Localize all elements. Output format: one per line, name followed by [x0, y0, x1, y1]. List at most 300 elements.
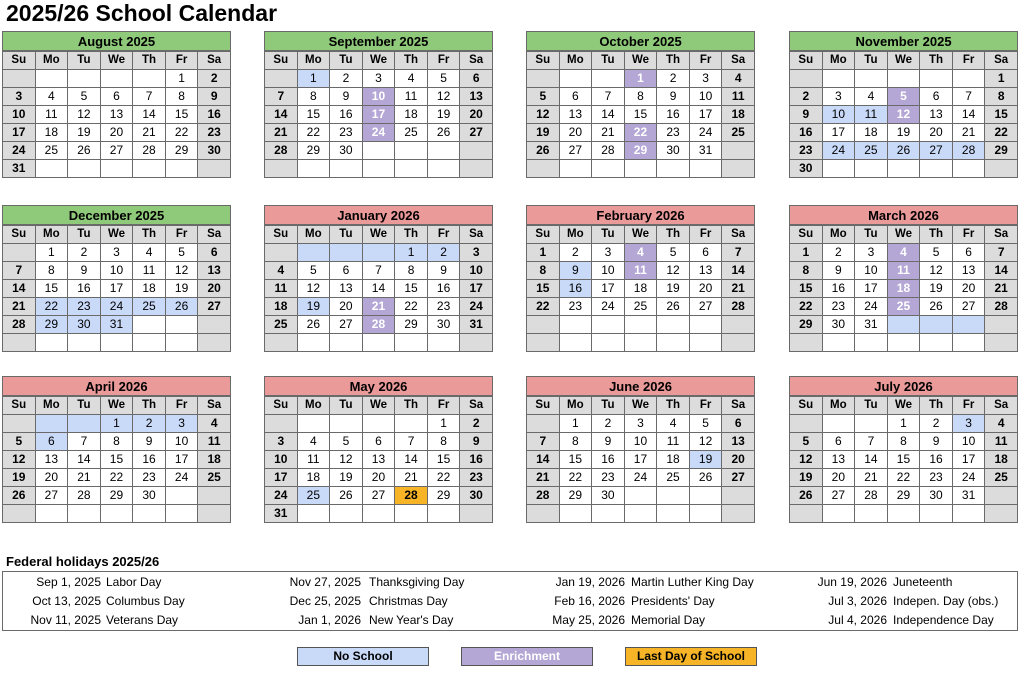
day-cell: 2: [920, 415, 953, 433]
weekday-label: Th: [920, 52, 953, 70]
day-cell: 27: [198, 298, 231, 316]
weekday-label: Sa: [722, 226, 755, 244]
day-cell: 22: [985, 124, 1018, 142]
day-cell: 31: [100, 316, 133, 334]
weekday-label: Su: [790, 397, 823, 415]
day-cell: 29: [985, 142, 1018, 160]
month-title: April 2026: [2, 376, 231, 396]
day-cell: 23: [592, 469, 625, 487]
day-cell: 7: [395, 433, 428, 451]
weekday-label: Sa: [460, 397, 493, 415]
day-cell: 25: [297, 487, 330, 505]
month-title: March 2026: [789, 205, 1018, 225]
day-cell: 29: [100, 487, 133, 505]
empty-cell: [427, 334, 460, 352]
weekday-label: Th: [657, 397, 690, 415]
day-cell: 25: [133, 298, 166, 316]
weekday-label: Fr: [952, 397, 985, 415]
day-cell: 14: [362, 280, 395, 298]
empty-cell: [3, 334, 36, 352]
day-cell: 8: [559, 433, 592, 451]
day-cell: 24: [592, 298, 625, 316]
empty-cell: [3, 505, 36, 523]
day-cell: 28: [855, 487, 888, 505]
day-cell: 3: [855, 244, 888, 262]
empty-cell: [427, 505, 460, 523]
day-cell: 1: [297, 70, 330, 88]
month-title: June 2026: [526, 376, 755, 396]
day-cell: 27: [100, 142, 133, 160]
holiday-row: [3, 573, 1017, 592]
weekday-label: Fr: [427, 52, 460, 70]
day-cell: 2: [790, 88, 823, 106]
day-cell: 10: [165, 433, 198, 451]
day-cell: 2: [68, 244, 101, 262]
day-cell: 9: [330, 88, 363, 106]
day-cell: 18: [722, 106, 755, 124]
day-cell: 11: [722, 88, 755, 106]
day-cell: 2: [198, 70, 231, 88]
weekday-label: Sa: [985, 226, 1018, 244]
weekday-label: Tu: [592, 397, 625, 415]
empty-cell: [722, 334, 755, 352]
day-cell: 2: [559, 244, 592, 262]
day-cell: 13: [362, 451, 395, 469]
empty-cell: [460, 334, 493, 352]
day-cell: 19: [657, 280, 690, 298]
day-cell: 24: [362, 124, 395, 142]
day-cell: 6: [198, 244, 231, 262]
empty-cell: [657, 160, 690, 178]
day-cell: 23: [790, 142, 823, 160]
holiday-date: Feb 16, 2026: [554, 594, 625, 608]
month-title: November 2025: [789, 31, 1018, 51]
day-cell: 17: [3, 124, 36, 142]
day-cell: 14: [985, 262, 1018, 280]
weekday-label: Mo: [35, 226, 68, 244]
weekday-label: Mo: [559, 226, 592, 244]
weekday-label: Tu: [68, 226, 101, 244]
empty-cell: [133, 334, 166, 352]
day-cell: 15: [624, 106, 657, 124]
day-cell: 23: [198, 124, 231, 142]
day-cell: 22: [297, 124, 330, 142]
day-cell: 13: [330, 280, 363, 298]
empty-cell: [822, 70, 855, 88]
empty-cell: [592, 70, 625, 88]
day-cell: 3: [362, 70, 395, 88]
day-cell: 30: [198, 142, 231, 160]
day-cell: 13: [460, 88, 493, 106]
day-cell: 6: [559, 88, 592, 106]
day-cell: 4: [198, 415, 231, 433]
day-cell: 11: [297, 451, 330, 469]
day-cell: 13: [722, 433, 755, 451]
holiday-name: Juneteenth: [893, 575, 953, 589]
empty-cell: [68, 334, 101, 352]
day-cell: 18: [198, 451, 231, 469]
weekday-label: We: [624, 397, 657, 415]
empty-cell: [35, 160, 68, 178]
day-cell: 28: [133, 142, 166, 160]
weekday-label: Su: [527, 52, 560, 70]
day-cell: 7: [722, 244, 755, 262]
month-title: October 2025: [526, 31, 755, 51]
day-cell: 24: [689, 124, 722, 142]
empty-cell: [100, 334, 133, 352]
day-cell: 10: [362, 88, 395, 106]
day-cell: 25: [35, 142, 68, 160]
empty-cell: [395, 415, 428, 433]
empty-cell: [265, 415, 298, 433]
weekday-label: Th: [920, 226, 953, 244]
empty-cell: [920, 160, 953, 178]
day-cell: 7: [592, 88, 625, 106]
weekday-label: Sa: [198, 52, 231, 70]
day-cell: 19: [68, 124, 101, 142]
holiday-row: [3, 592, 1017, 611]
legend-last-day: Last Day of School: [625, 647, 757, 666]
weekday-label: We: [100, 52, 133, 70]
day-cell: 1: [985, 70, 1018, 88]
empty-cell: [822, 334, 855, 352]
day-cell: 6: [952, 244, 985, 262]
day-cell: 23: [657, 124, 690, 142]
legend-no-school: No School: [297, 647, 429, 666]
day-cell: 10: [100, 262, 133, 280]
day-cell: 31: [952, 487, 985, 505]
day-cell: 13: [559, 106, 592, 124]
weekday-label: We: [624, 52, 657, 70]
day-cell: 30: [822, 316, 855, 334]
day-cell: 20: [689, 280, 722, 298]
empty-cell: [68, 70, 101, 88]
day-cell: 29: [297, 142, 330, 160]
weekday-label: Tu: [592, 226, 625, 244]
month-november-2025: [789, 31, 1018, 178]
weekday-label: Th: [395, 52, 428, 70]
day-cell: 10: [265, 451, 298, 469]
day-cell: 8: [427, 433, 460, 451]
day-cell: 2: [657, 70, 690, 88]
empty-cell: [165, 505, 198, 523]
empty-cell: [362, 505, 395, 523]
day-cell: 4: [35, 88, 68, 106]
weekday-label: We: [362, 226, 395, 244]
day-cell: 18: [985, 451, 1018, 469]
day-cell: 1: [395, 244, 428, 262]
day-cell: 21: [362, 298, 395, 316]
empty-cell: [624, 334, 657, 352]
day-cell: 23: [920, 469, 953, 487]
day-cell: 29: [165, 142, 198, 160]
day-cell: 1: [790, 244, 823, 262]
day-cell: 2: [330, 70, 363, 88]
empty-cell: [952, 316, 985, 334]
day-cell: 4: [297, 433, 330, 451]
day-cell: 19: [790, 469, 823, 487]
month-may-2026: [264, 376, 493, 523]
day-cell: 12: [297, 280, 330, 298]
holidays-title: Federal holidays 2025/26: [6, 554, 160, 569]
day-cell: 6: [722, 415, 755, 433]
day-cell: 22: [527, 298, 560, 316]
holiday-name: Presidents' Day: [631, 594, 715, 608]
month-title: August 2025: [2, 31, 231, 51]
day-cell: 8: [527, 262, 560, 280]
day-cell: 31: [689, 142, 722, 160]
weekday-label: Fr: [427, 226, 460, 244]
day-cell: 7: [265, 88, 298, 106]
day-cell: 25: [887, 298, 920, 316]
empty-cell: [689, 505, 722, 523]
day-cell: 15: [297, 106, 330, 124]
day-cell: 21: [722, 280, 755, 298]
weekday-label: Tu: [330, 226, 363, 244]
day-cell: 28: [68, 487, 101, 505]
day-cell: 19: [427, 106, 460, 124]
day-cell: 11: [985, 433, 1018, 451]
holiday-date: Jun 19, 2026: [817, 575, 887, 589]
empty-cell: [35, 505, 68, 523]
day-cell: 25: [624, 298, 657, 316]
day-cell: 9: [427, 262, 460, 280]
day-cell: 3: [460, 244, 493, 262]
day-cell: 24: [822, 142, 855, 160]
day-cell: 8: [100, 433, 133, 451]
day-cell: 24: [855, 298, 888, 316]
weekday-label: Fr: [165, 226, 198, 244]
day-cell: 6: [822, 433, 855, 451]
day-cell: 22: [427, 469, 460, 487]
weekday-label: Sa: [722, 52, 755, 70]
day-cell: 28: [952, 142, 985, 160]
holiday-row: [3, 611, 1017, 630]
weekday-label: Th: [657, 52, 690, 70]
day-cell: 6: [460, 70, 493, 88]
day-cell: 7: [133, 88, 166, 106]
holiday-date: Oct 13, 2025: [32, 594, 101, 608]
weekday-label: Su: [527, 226, 560, 244]
day-cell: 28: [362, 316, 395, 334]
day-cell: 30: [68, 316, 101, 334]
empty-cell: [592, 160, 625, 178]
day-cell: 15: [527, 280, 560, 298]
day-cell: 10: [952, 433, 985, 451]
weekday-label: Mo: [35, 397, 68, 415]
day-cell: 26: [297, 316, 330, 334]
day-cell: 8: [35, 262, 68, 280]
day-cell: 16: [427, 280, 460, 298]
day-cell: 3: [3, 88, 36, 106]
day-cell: 2: [133, 415, 166, 433]
day-cell: 2: [460, 415, 493, 433]
day-cell: 23: [559, 298, 592, 316]
holiday-name: Labor Day: [106, 575, 162, 589]
day-cell: 18: [35, 124, 68, 142]
day-cell: 23: [330, 124, 363, 142]
day-cell: 12: [3, 451, 36, 469]
empty-cell: [689, 487, 722, 505]
day-cell: 21: [395, 469, 428, 487]
day-cell: 6: [689, 244, 722, 262]
empty-cell: [689, 316, 722, 334]
day-cell: 15: [985, 106, 1018, 124]
day-cell: 26: [3, 487, 36, 505]
day-cell: 13: [952, 262, 985, 280]
day-cell: 6: [362, 433, 395, 451]
day-cell: 28: [722, 298, 755, 316]
day-cell: 9: [920, 433, 953, 451]
month-title: May 2026: [264, 376, 493, 396]
day-cell: 25: [198, 469, 231, 487]
day-cell: 24: [952, 469, 985, 487]
day-cell: 27: [460, 124, 493, 142]
day-cell: 20: [460, 106, 493, 124]
weekday-label: Mo: [822, 52, 855, 70]
day-cell: 6: [920, 88, 953, 106]
empty-cell: [330, 505, 363, 523]
day-cell: 22: [624, 124, 657, 142]
empty-cell: [790, 70, 823, 88]
empty-cell: [395, 160, 428, 178]
day-cell: 1: [165, 70, 198, 88]
holiday-date: Sep 1, 2025: [36, 575, 101, 589]
holiday-name: Memorial Day: [631, 613, 706, 627]
day-cell: 18: [297, 469, 330, 487]
empty-cell: [624, 487, 657, 505]
month-july-2026: [789, 376, 1018, 523]
empty-cell: [887, 316, 920, 334]
day-cell: 5: [3, 433, 36, 451]
day-cell: 22: [395, 298, 428, 316]
day-cell: 22: [790, 298, 823, 316]
empty-cell: [855, 70, 888, 88]
day-cell: 13: [822, 451, 855, 469]
empty-cell: [68, 505, 101, 523]
empty-cell: [985, 487, 1018, 505]
day-cell: 3: [952, 415, 985, 433]
empty-cell: [297, 415, 330, 433]
empty-cell: [592, 505, 625, 523]
weekday-label: Tu: [855, 397, 888, 415]
weekday-label: Mo: [297, 226, 330, 244]
day-cell: 12: [165, 262, 198, 280]
day-cell: 4: [887, 244, 920, 262]
empty-cell: [887, 334, 920, 352]
day-cell: 8: [165, 88, 198, 106]
weekday-label: Su: [527, 397, 560, 415]
weekday-label: We: [887, 397, 920, 415]
day-cell: 9: [592, 433, 625, 451]
weekday-label: We: [100, 397, 133, 415]
day-cell: 3: [265, 433, 298, 451]
day-cell: 26: [527, 142, 560, 160]
day-cell: 19: [527, 124, 560, 142]
day-cell: 31: [265, 505, 298, 523]
month-title: July 2026: [789, 376, 1018, 396]
day-cell: 20: [35, 469, 68, 487]
day-cell: 21: [3, 298, 36, 316]
day-cell: 31: [460, 316, 493, 334]
empty-cell: [822, 505, 855, 523]
day-cell: 1: [559, 415, 592, 433]
month-august-2025: [2, 31, 231, 178]
day-cell: 17: [165, 451, 198, 469]
empty-cell: [265, 244, 298, 262]
empty-cell: [297, 244, 330, 262]
empty-cell: [657, 487, 690, 505]
day-cell: 8: [887, 433, 920, 451]
day-cell: 21: [527, 469, 560, 487]
weekday-label: Fr: [427, 397, 460, 415]
day-cell: 4: [722, 70, 755, 88]
weekday-label: Su: [265, 397, 298, 415]
day-cell: 19: [297, 298, 330, 316]
day-cell: 4: [624, 244, 657, 262]
day-cell: 5: [68, 88, 101, 106]
month-january-2026: [264, 205, 493, 352]
day-cell: 30: [657, 142, 690, 160]
day-cell: 14: [68, 451, 101, 469]
day-cell: 10: [624, 433, 657, 451]
legend-enrichment: Enrichment: [461, 647, 593, 666]
empty-cell: [985, 334, 1018, 352]
day-cell: 31: [3, 160, 36, 178]
day-cell: 17: [460, 280, 493, 298]
day-cell: 18: [855, 124, 888, 142]
day-cell: 24: [265, 487, 298, 505]
empty-cell: [3, 244, 36, 262]
holiday-name: Veterans Day: [106, 613, 179, 627]
weekday-label: Su: [790, 52, 823, 70]
weekday-label: Sa: [460, 226, 493, 244]
day-cell: 27: [35, 487, 68, 505]
weekday-label: Th: [133, 226, 166, 244]
empty-cell: [460, 505, 493, 523]
day-cell: 11: [887, 262, 920, 280]
day-cell: 22: [559, 469, 592, 487]
empty-cell: [68, 160, 101, 178]
day-cell: 3: [624, 415, 657, 433]
day-cell: 30: [330, 142, 363, 160]
day-cell: 25: [657, 469, 690, 487]
month-title: February 2026: [526, 205, 755, 225]
day-cell: 1: [35, 244, 68, 262]
day-cell: 17: [624, 451, 657, 469]
empty-cell: [297, 505, 330, 523]
day-cell: 3: [165, 415, 198, 433]
empty-cell: [330, 415, 363, 433]
weekday-label: Th: [657, 226, 690, 244]
day-cell: 21: [265, 124, 298, 142]
day-cell: 14: [592, 106, 625, 124]
day-cell: 5: [330, 433, 363, 451]
holiday-name: Independence Day: [893, 613, 994, 627]
day-cell: 7: [68, 433, 101, 451]
page-title: 2025/26 School Calendar: [6, 0, 278, 26]
weekday-label: Th: [133, 52, 166, 70]
day-cell: 26: [689, 469, 722, 487]
weekday-label: We: [100, 226, 133, 244]
empty-cell: [198, 334, 231, 352]
day-cell: 17: [265, 469, 298, 487]
day-cell: 11: [657, 433, 690, 451]
day-cell: 28: [265, 142, 298, 160]
empty-cell: [559, 334, 592, 352]
weekday-label: Su: [265, 52, 298, 70]
day-cell: 22: [35, 298, 68, 316]
